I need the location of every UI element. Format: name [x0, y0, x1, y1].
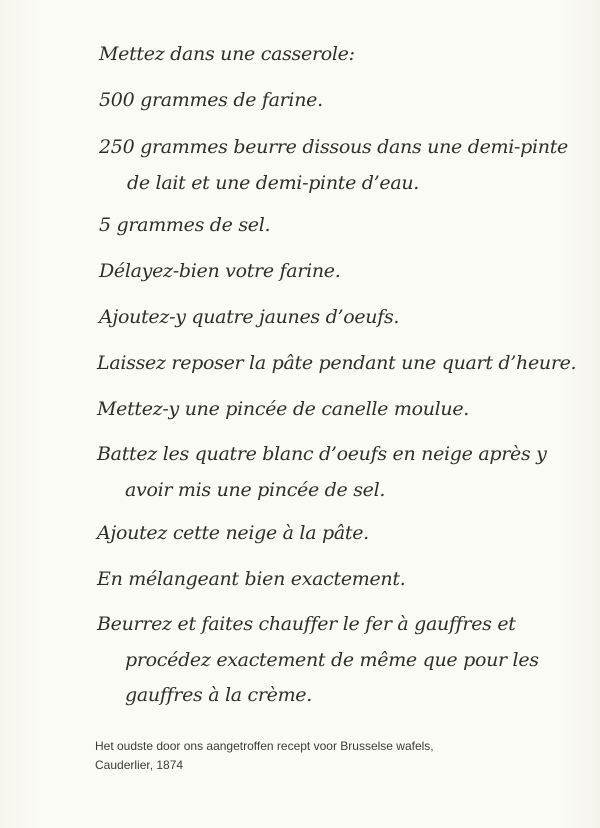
- recipe-line: 5 grammes de sel.: [99, 214, 271, 236]
- recipe-line: En mélangeant bien exactement.: [97, 568, 406, 590]
- recipe-line: procédez exactement de même que pour les: [125, 649, 539, 671]
- recipe-line: Mettez-y une pincée de canelle moulue.: [97, 398, 470, 420]
- recipe-line: Beurrez et faites chauffer le fer à gauffres et: [97, 613, 516, 635]
- recipe-line: avoir mis une pincée de sel.: [125, 479, 386, 501]
- caption: [95, 737, 434, 775]
- recipe-line: 500 grammes de farine.: [99, 89, 323, 111]
- recipe-line: Ajoutez-y quatre jaunes d’oeufs.: [99, 306, 400, 328]
- recipe-line: 250 grammes beurre dissous dans une demi-pinte: [99, 136, 568, 158]
- recipe-line: gauffres à la crème.: [125, 684, 312, 706]
- recipe-line: Laissez reposer la pâte pendant une quart d’heure.: [97, 352, 577, 374]
- caption-line: Het oudste door ons aangetroffen recept voor Brusselse wafels,: [95, 739, 434, 753]
- caption-line: Cauderlier, 1874: [95, 758, 184, 772]
- recipe-line: de lait et une demi-pinte d’eau.: [127, 172, 420, 194]
- recipe-line: Mettez dans une casserole:: [99, 43, 355, 65]
- recipe-line: Battez les quatre blanc d’oeufs en neige après y: [97, 443, 547, 465]
- recipe-line: Ajoutez cette neige à la pâte.: [97, 522, 369, 544]
- recipe-line: Délayez-bien votre farine.: [99, 260, 341, 282]
